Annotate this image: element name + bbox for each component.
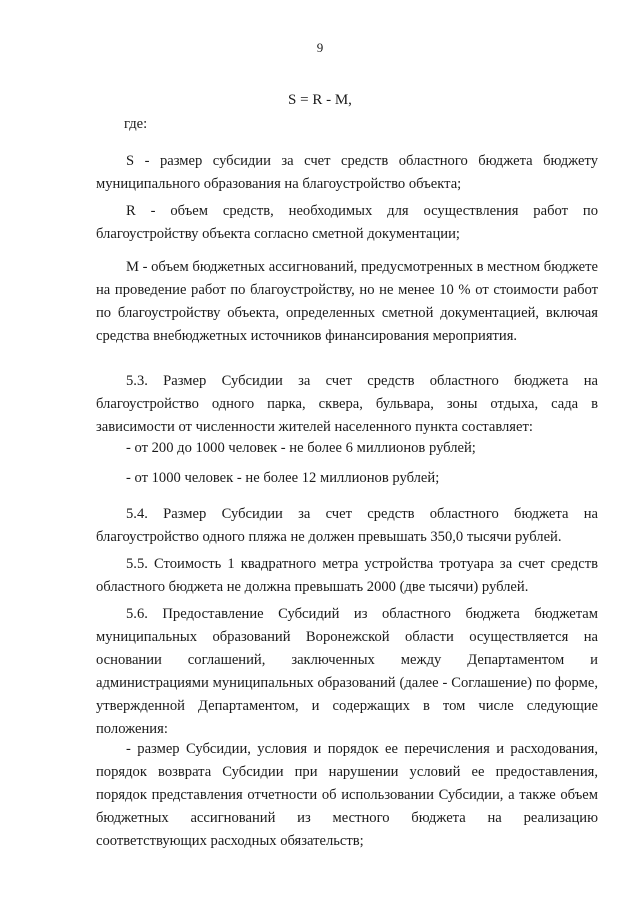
paragraph: R - объем средств, необходимых для осуществления работ по благоустройству объекта согласно сметной документации; [96, 203, 598, 242]
paragraph: 5.4. Размер Субсидии за счет средств областного бюджета на благоустройство одного пляжа не должен превышать 350,0 тысячи рублей. [96, 506, 598, 545]
list-item-200-1000 [96, 437, 598, 460]
formula: S = R - M, [288, 92, 352, 108]
where-label: где: [124, 116, 148, 132]
list-item-1000 [96, 467, 598, 490]
definition-s [96, 150, 598, 196]
clause-5-3 [96, 370, 598, 439]
paragraph: 5.5. Стоимость 1 квадратного метра устройства тротуара за счет средств областного бюджета не должна превышать 2000 (две тысячи) рублей. [96, 556, 598, 595]
clause-5-6 [96, 603, 598, 741]
paragraph: - от 1000 человек - не более 12 миллионов рублей; [126, 470, 440, 486]
clause-5-5 [96, 553, 598, 599]
page-number: 9 [316, 40, 324, 55]
list-item-subsidy-terms [96, 738, 598, 853]
paragraph: 5.6. Предоставление Субсидий из областного бюджета бюджетам муниципальных образований Воронежской области осуществляется на основании соглашений, заключенных между Департаментом и администрациями муниципальных образований (далее - Соглашение) по форме, утвержденной Департаментом, и содержащих в том числе следующие положения: [96, 606, 598, 737]
definition-r [96, 200, 598, 246]
paragraph: 5.3. Размер Субсидии за счет средств областного бюджета на благоустройство одного парка, сквера, бульвара, зоны отдыха, сада в зависимости от численности жителей населенного пункта составляет: [96, 373, 598, 435]
paragraph: - размер Субсидии, условия и порядок ее перечисления и расходования, порядок возврата Субсидии при нарушении условий ее предоставления, порядок представления отчетности об использовании Субсидии, а также объем бюджетных ассигнований из местного бюджета на реализацию соответствующих расходных обязательств; [96, 741, 598, 849]
paragraph: S - размер субсидии за счет средств областного бюджета бюджету муниципального образования на благоустройство объекта; [96, 153, 598, 192]
paragraph: - от 200 до 1000 человек - не более 6 миллионов рублей; [126, 440, 476, 456]
clause-5-4 [96, 503, 598, 549]
paragraph: M - объем бюджетных ассигнований, предусмотренных в местном бюджете на проведение работ по благоустройству, но не менее 10 % от стоимости работ по благоустройству объекта, определенных сметной документацией, включая средства внебюджетных источников финансирования мероприятия. [96, 259, 599, 344]
definition-m [96, 256, 598, 348]
